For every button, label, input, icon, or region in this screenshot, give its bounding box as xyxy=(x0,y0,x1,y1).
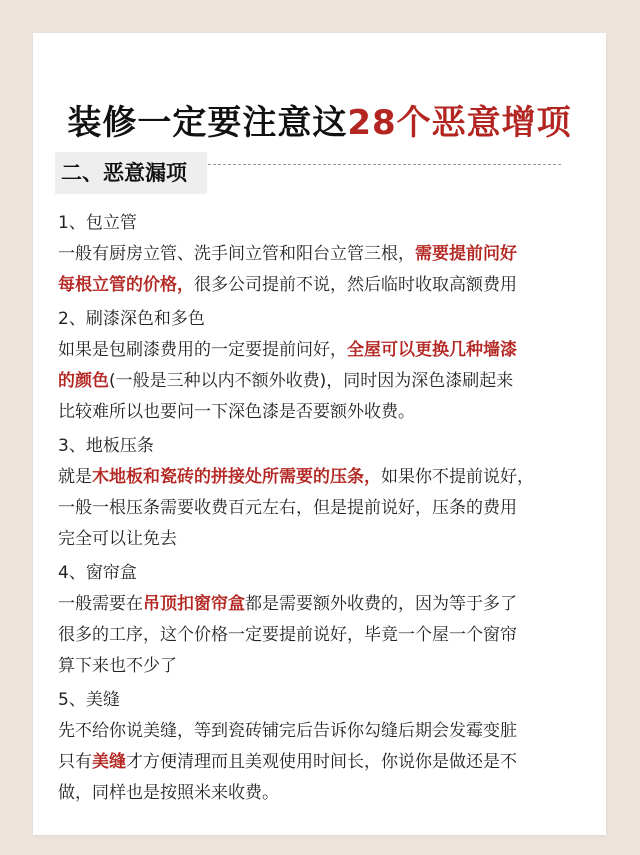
item-body xyxy=(58,462,598,555)
section-heading: 二、恶意漏项 xyxy=(55,152,207,194)
page-title xyxy=(33,95,606,144)
text-line xyxy=(58,620,598,651)
item-body xyxy=(58,716,598,809)
highlight-text: 木地板和瓷砖的拼接处所需要的压条， xyxy=(92,467,381,487)
title-main: 装修一定要注意这 xyxy=(67,103,348,143)
body-text: 如果是包刷漆费用的一定要提前问好， xyxy=(58,340,347,360)
text-line xyxy=(58,778,598,809)
body-text: 算下来也不少了 xyxy=(58,656,177,676)
body-text: 如果你不提前说好， xyxy=(381,467,534,487)
body-text: 比较难所以也要问一下深色漆是否要额外收费。 xyxy=(58,402,415,422)
body-text: 做，同样也是按照米来收费。 xyxy=(58,783,279,803)
body-text: 都是需要额外收费的，因为等于多了 xyxy=(245,594,517,614)
body-text: 只有 xyxy=(58,752,92,772)
body-text: 先不给你说美缝，等到瓷砖铺完后告诉你勾缝后期会发霉变脏 xyxy=(58,721,517,741)
highlight-text: 全屋可以更换几种墙漆 xyxy=(347,340,517,360)
highlight-text: 每根立管的价格， xyxy=(58,275,194,295)
text-line xyxy=(58,239,598,270)
text-line xyxy=(58,335,598,366)
item-body xyxy=(58,335,598,428)
text-line xyxy=(58,747,598,778)
body-text: 很多公司提前不说，然后临时收取高额费用 xyxy=(194,275,517,295)
body-text: 就是 xyxy=(58,467,92,487)
text-line xyxy=(58,589,598,620)
text-line xyxy=(58,651,598,682)
item-heading: 1、包立管 xyxy=(58,213,137,233)
list-item xyxy=(58,431,598,555)
text-line xyxy=(58,524,598,555)
list-item xyxy=(58,685,598,809)
list-item xyxy=(58,558,598,682)
text-line xyxy=(58,716,598,747)
item-body xyxy=(58,239,598,301)
item-heading: 2、刷漆深色和多色 xyxy=(58,309,205,329)
item-heading: 4、窗帘盒 xyxy=(58,563,137,583)
body-text: (一般是三种以内不额外收费)，同时因为深色漆刷起来 xyxy=(109,371,514,391)
body-text: 一般一根压条需要收费百元左右，但是提前说好，压条的费用 xyxy=(58,498,517,518)
highlight-text: 的颜色 xyxy=(58,371,109,391)
item-heading: 5、美缝 xyxy=(58,690,120,710)
text-line xyxy=(58,366,598,397)
highlight-text: 吊顶扣窗帘盒 xyxy=(143,594,245,614)
body-text: 一般有厨房立管、洗手间立管和阳台立管三根， xyxy=(58,244,415,264)
body-text: 完全可以让免去 xyxy=(58,529,177,549)
text-line xyxy=(58,493,598,524)
text-line xyxy=(58,397,598,428)
list-item xyxy=(58,304,598,428)
title-highlight: 28个恶意增项 xyxy=(347,103,572,143)
item-body xyxy=(58,589,598,682)
text-line xyxy=(58,462,598,493)
body-text: 很多的工序，这个价格一定要提前说好，毕竟一个屋一个窗帘 xyxy=(58,625,517,645)
list-item xyxy=(58,208,598,301)
body-text: 才方便清理而且美观使用时间长，你说你是做还是不 xyxy=(126,752,517,772)
body-text: 一般需要在 xyxy=(58,594,143,614)
item-heading: 3、地板压条 xyxy=(58,436,154,456)
text-line xyxy=(58,270,598,301)
item-list xyxy=(58,208,598,812)
highlight-text: 美缝 xyxy=(92,752,126,772)
highlight-text: 需要提前问好 xyxy=(415,244,517,264)
